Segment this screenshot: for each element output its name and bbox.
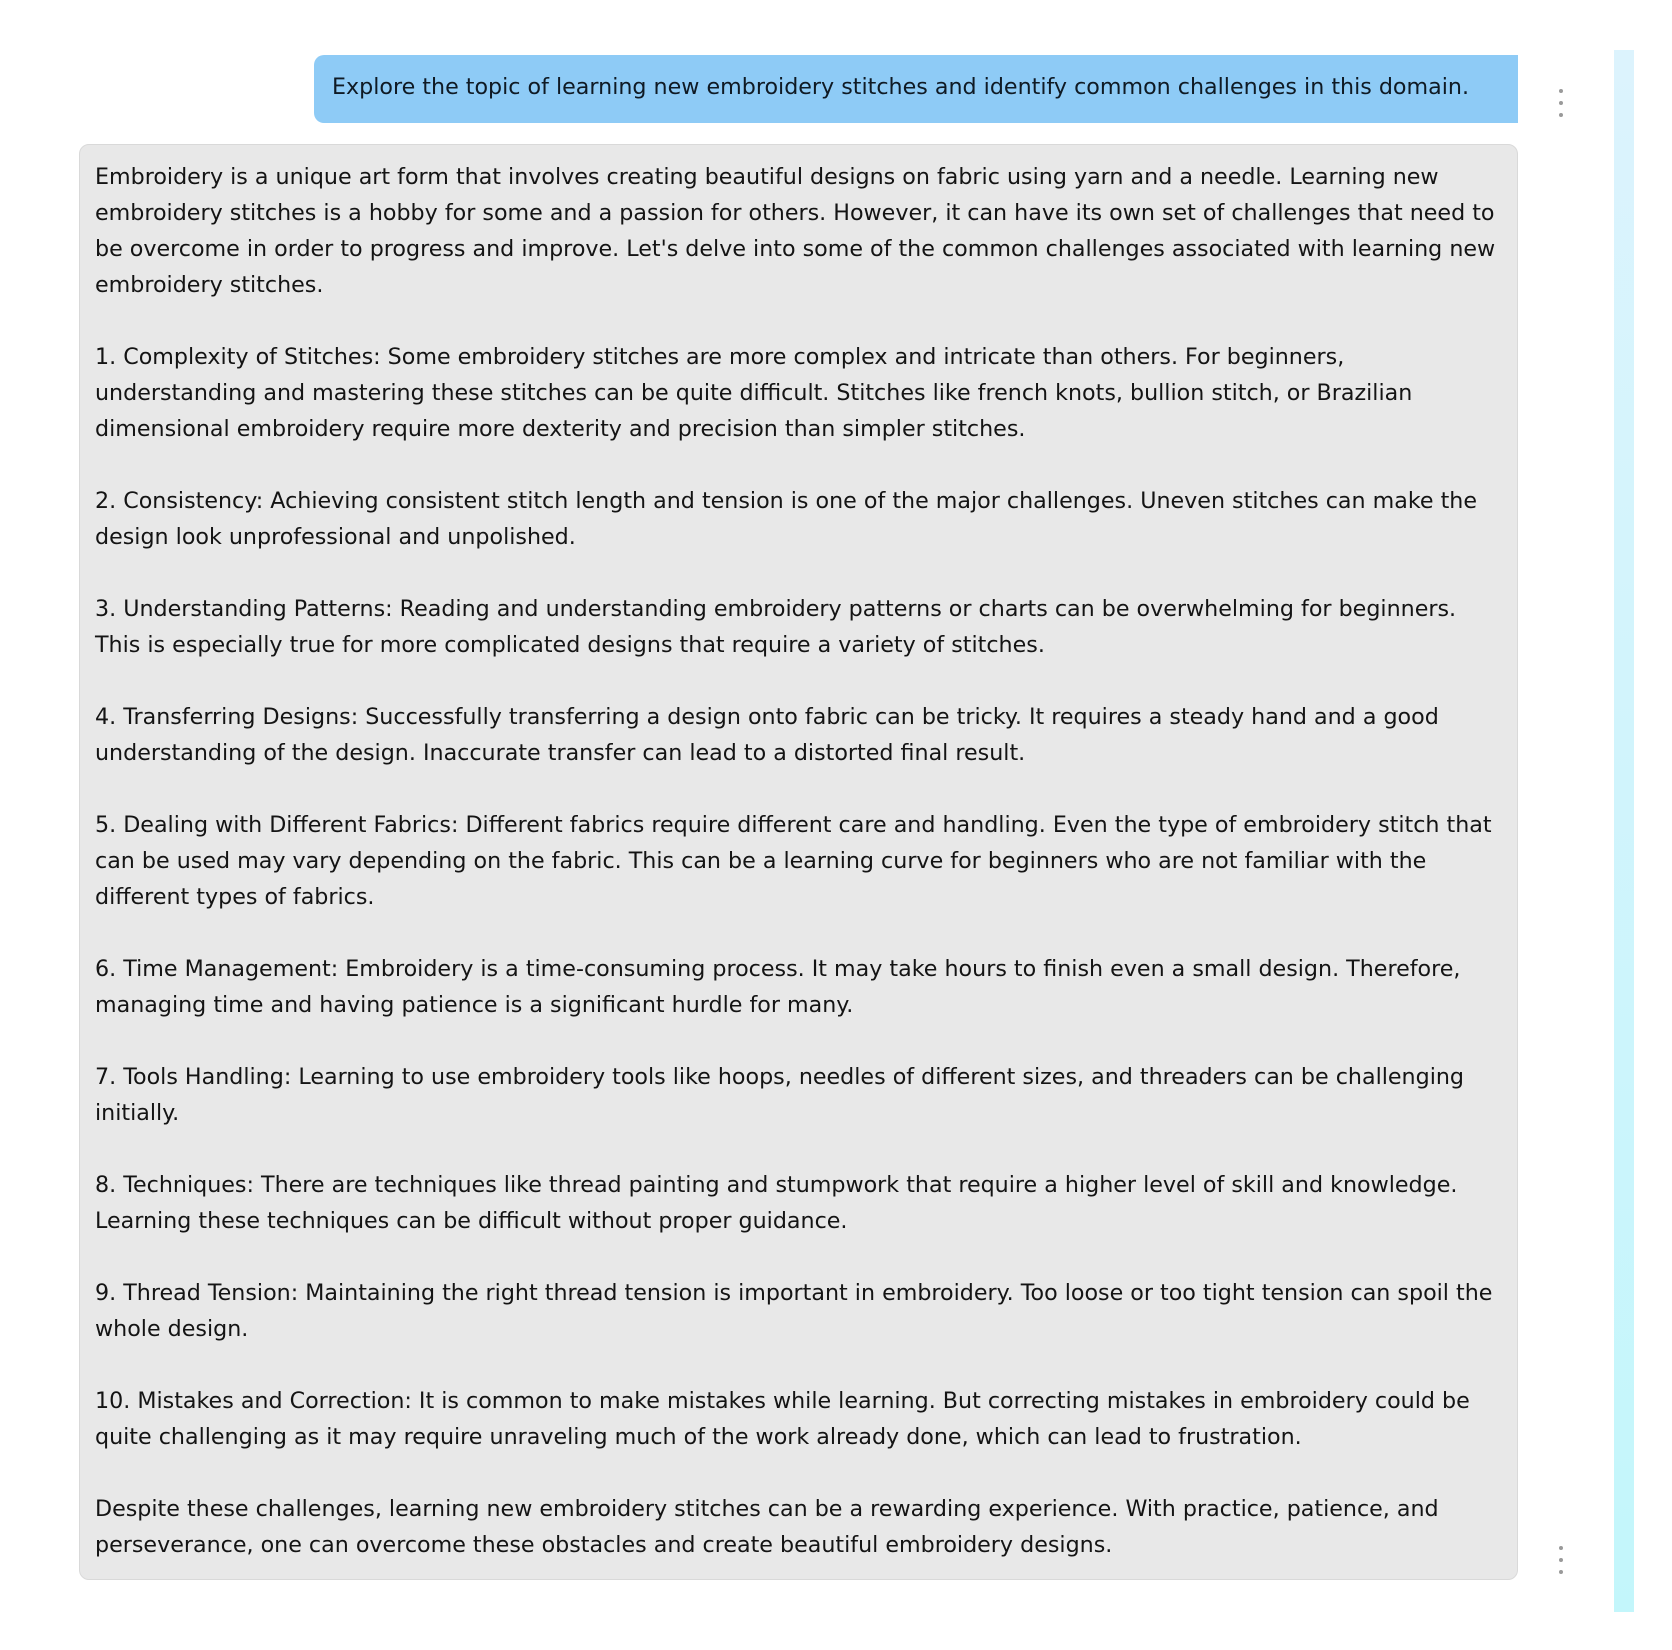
message-paragraph: 9. Thread Tension: Maintaining the right thread tension is important in embroidery. Too loose or too tight tension can spoil the whole design.: [95, 1280, 1493, 1342]
assistant-message-menu-button[interactable]: [1549, 1540, 1573, 1580]
message-paragraph: Despite these challenges, learning new embroidery stitches can be a rewarding experience. With practice, patience, and perseverance, one can overcome these obstacles and create beautiful embroidery designs.: [95, 1496, 1439, 1558]
message-paragraph: 7. Tools Handling: Learning to use embroidery tools like hoops, needles of different sizes, and threaders can be challenging initially.: [95, 1064, 1465, 1126]
message-paragraph: 10. Mistakes and Correction: It is common to make mistakes while learning. But correcting mistakes in embroidery could be quite challenging as it may require unraveling much of the work already done, which can lead to frustration.: [95, 1388, 1470, 1450]
user-message-menu-button[interactable]: [1549, 83, 1573, 123]
user-message-bubble: [314, 55, 1518, 123]
message-paragraph: 2. Consistency: Achieving consistent stitch length and tension is one of the major challenges. Uneven stitches can make the design look unprofessional and unpolished.: [95, 488, 1477, 550]
user-message-text: Explore the topic of learning new embroidery stitches and identify common challenges in this domain.: [332, 74, 1469, 100]
scrollbar[interactable]: [1614, 50, 1634, 1612]
more-vertical-icon: [1559, 89, 1563, 93]
message-paragraph: 5. Dealing with Different Fabrics: Different fabrics require different care and handling. Even the type of embroidery stitch that can be used may vary depending on the fabric. This can be a learning curve for beginners who are not familiar with the different types of fabrics.: [95, 812, 1492, 910]
message-paragraph: 3. Understanding Patterns: Reading and understanding embroidery patterns or charts can be overwhelming for beginners. This is especially true for more complicated designs that require a variety of stitches.: [95, 596, 1457, 658]
more-vertical-icon: [1559, 1546, 1563, 1550]
message-paragraph: 6. Time Management: Embroidery is a time-consuming process. It may take hours to finish even a small design. Therefore, managing time and having patience is a significant hurdle for many.: [95, 956, 1461, 1018]
message-paragraph: 4. Transferring Designs: Successfully transferring a design onto fabric can be tricky. It requires a steady hand and a good understanding of the design. Inaccurate transfer can lead to a distorted final result.: [95, 704, 1439, 766]
message-paragraph: Embroidery is a unique art form that involves creating beautiful designs on fabric using yarn and a needle. Learning new embroidery stitches is a hobby for some and a passion for others. However, it can have its own set of challenges that need to be overcome in order to progress and improve. Let's delve into some of the common challenges associated with learning new embroidery stitches.: [95, 164, 1496, 298]
message-paragraph: 1. Complexity of Stitches: Some embroidery stitches are more complex and intricate than others. For beginners, understanding and mastering these stitches can be quite difficult. Stitches like french knots, bullion stitch, or Brazilian dimensional embroidery require more dexterity and precision than simpler stitches.: [95, 344, 1413, 442]
message-paragraph: 8. Techniques: There are techniques like thread painting and stumpwork that require a higher level of skill and knowledge. Learning these techniques can be difficult without proper guidance.: [95, 1172, 1458, 1234]
assistant-message-bubble: [79, 144, 1518, 1580]
